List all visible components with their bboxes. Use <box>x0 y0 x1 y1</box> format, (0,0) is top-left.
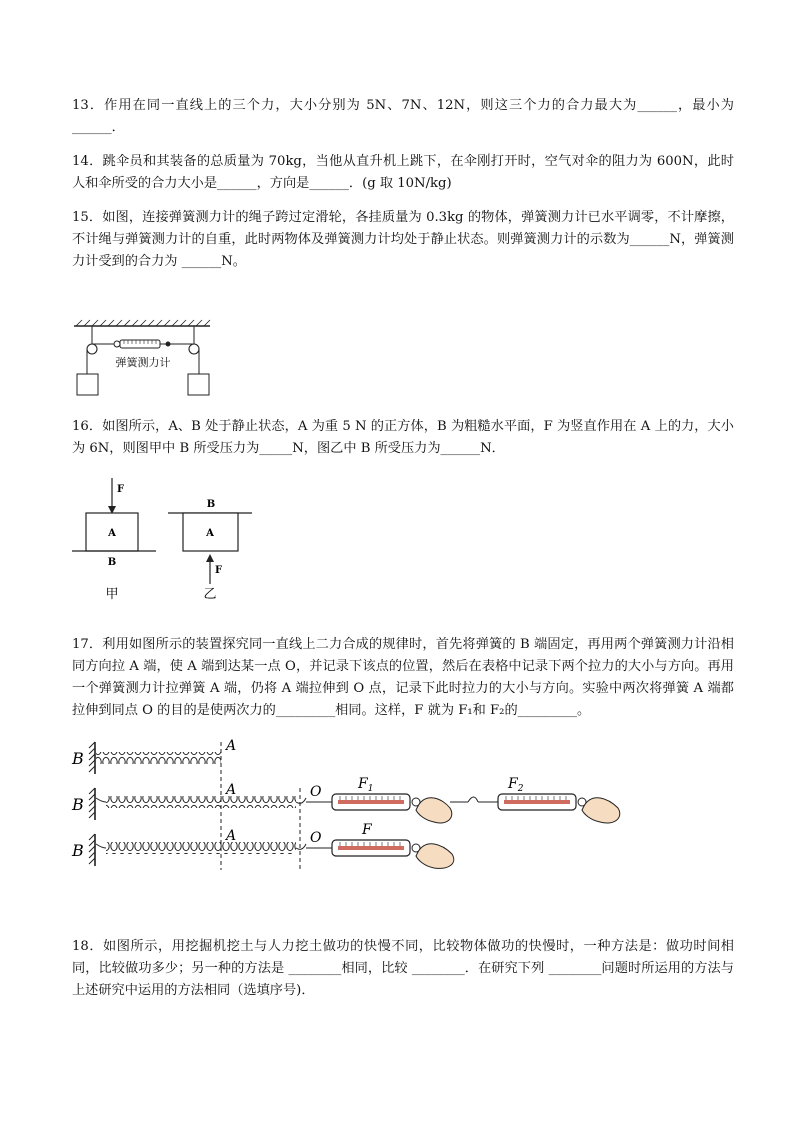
b-label-2: B <box>72 795 84 814</box>
wall-1 <box>89 742 95 774</box>
left-pulley <box>87 344 97 354</box>
fig16-blocks <box>70 474 255 604</box>
spring-scale-f2 <box>478 776 620 823</box>
surface-b-label-jia: B <box>107 557 117 568</box>
right-pulley <box>189 344 199 354</box>
force-label-yi: F <box>215 565 223 576</box>
fig15-pulley-spring-scale <box>70 318 220 400</box>
question-16: 16．如图所示，A、B 处于静止状态，A 为重 5 N 的正方体，B 为粗糙水平面，F 为竖直作用在 A 上的力，大小为 6N，则图甲中 B 所受压力为_____N，图乙中 B 所受压力为______N． <box>72 419 734 456</box>
b-label-3: B <box>72 841 84 860</box>
spring-3 <box>106 842 296 854</box>
b-label-1: B <box>72 749 84 768</box>
fig15-label: 弹簧测力计 <box>115 356 171 369</box>
spring-scale-f <box>306 822 454 868</box>
spring-2 <box>106 796 296 808</box>
question-17: 17．利用如图所示的装置探究同一直线上二力合成的规律时，首先将弹簧的 B 端固定，再用两个弹簧测力计沿相同方向拉 A 端，使 A 端到达某一点 O，并记录下该点的位置，然后在表格中记录下两个拉力的大小与方向。再用一个弹簧测力计拉弹簧 A 端，仍将 A 端拉伸到 O 点，记录下此时拉力的大小与方向。实验中两次将弹簧 A 端都拉伸到同点 O 的目的是使两次力的_________相同。这样，F 就为 F₁和 F₂的_________。 <box>72 637 734 718</box>
o-label-1: O <box>310 784 322 800</box>
fig16-yi <box>168 499 252 602</box>
wall-2 <box>89 788 95 820</box>
caption-jia: 甲 <box>105 587 119 602</box>
a-label-2: A <box>226 782 237 798</box>
hand-icon <box>416 844 454 869</box>
spring-1 <box>96 752 221 764</box>
force-label-jia: F <box>117 484 125 495</box>
hand-icon <box>416 798 452 823</box>
fig16-jia <box>72 478 156 602</box>
ceiling-hatch <box>76 320 210 326</box>
question-15: 15．如图，连接弹簧测力计的绳子跨过定滑轮，各挂质量为 0.3kg 的物体，弹簧测力计已水平调零，不计摩擦，不计绳与弹簧测力计的自重，此时两物体及弹簧测力计均处于静止状态。则弹簧测力计的示数为______N，弹簧测力计受到的合力为 ______N。 <box>72 210 734 269</box>
a-label-1: A <box>226 738 237 754</box>
f-label: F <box>362 822 372 838</box>
question-13: 13．作用在同一直线上的三个力，大小分别为 5N、7N、12N，则这三个力的合力最大为______，最小为______． <box>72 98 734 135</box>
a-label-3: A <box>226 828 237 844</box>
caption-yi: 乙 <box>203 587 217 602</box>
f1-label: $F_1$ <box>358 776 374 794</box>
block-a-label-yi: A <box>206 528 214 539</box>
spring-scale-f1 <box>306 776 452 823</box>
fig17-springs <box>70 732 630 872</box>
wall-3 <box>89 834 95 866</box>
question-18: 18．如图所示，用挖掘机挖土与人力挖土做功的快慢不同，比较物体做功的快慢时，一种方法是：做功时间相同，比较做功多少；另一种的方法是 ________相同，比较 ________．在研究下列 ________问题时所运用的方法与上述研究中运用的方法相同（选填序号)． <box>72 939 734 998</box>
surface-b-label-yi: B <box>206 499 216 510</box>
right-mass <box>188 374 209 395</box>
question-14: 14．跳伞员和其装备的总质量为 70kg，当他从直升机上跳下，在伞刚打开时，空气对伞的阻力为 600N，此时人和伞所受的合力大小是______，方向是______．(g 取 10N/kg) <box>72 154 734 191</box>
block-a-label-jia: A <box>108 528 116 539</box>
o-label-2: O <box>310 830 322 846</box>
f2-label: $F_2$ <box>508 776 524 794</box>
left-mass <box>77 374 98 395</box>
hand-icon <box>582 798 620 823</box>
